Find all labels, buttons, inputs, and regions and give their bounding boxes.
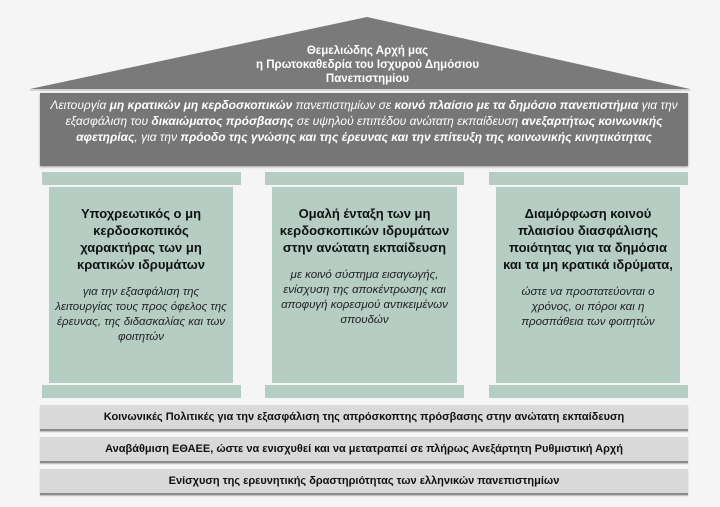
- principle-band: [40, 93, 688, 166]
- pillar-shaft: [49, 187, 233, 383]
- band-segment-bold: κοινό πλαίσιο με τα δημόσιο πανεπιστήμια: [394, 98, 639, 112]
- band-segment: , για την: [134, 130, 181, 144]
- band-segment-bold: δικαιώματος πρόσβασης: [151, 114, 294, 128]
- pillar-base: [42, 385, 241, 398]
- pillar-detail: ώστε να προστατεύονται ο χρόνος, οι πόροι και η προσπάθεια των φοιτητών: [521, 286, 655, 328]
- foundation-bar: Αναβάθμιση ΕΘΑΕΕ, ώστε να ενισχυθεί και να μετατραπεί σε πλήρως Ανεξάρτητη Ρυθμιστική Αρχή: [40, 437, 688, 463]
- pillar-shaft: [272, 187, 457, 383]
- roof-title: [170, 44, 565, 86]
- band-segment: Λειτουργία: [50, 98, 110, 112]
- pillar-capital: [265, 172, 464, 185]
- band-segment-bold: πρόοδο της γνώσης και της έρευνας και την επίτευξη της κοινωνικής κινητικότητας: [180, 130, 652, 144]
- band-segment-bold: ανεξαρτήτως κοινωνικής αφετηρίας: [76, 114, 663, 144]
- band-segment: πανεπιστημίων σε: [292, 98, 395, 112]
- foundation-bar: Ενίσχυση της ερευνητικής δραστηριότητας των ελληνικών πανεπιστημίων: [40, 469, 688, 495]
- band-segment: για την εξασφάλιση του: [65, 98, 678, 128]
- pillar-heading: Ομαλή ένταξη των μη κερδοσκοπικών ιδρυμάτων στην ανώτατη εκπαίδευση: [279, 206, 450, 255]
- roof-line: Θεμελιώδης Αρχή μας: [306, 45, 429, 57]
- roof-line: Πανεπιστημίου: [325, 73, 410, 85]
- pillar-shaft: [496, 187, 680, 383]
- foundation-bar: Κοινωνικές Πολιτικές για την εξασφάλιση της απρόσκοπτης πρόσβασης στην ανώτατη εκπαίδευση: [40, 405, 688, 431]
- pillar-base: [265, 385, 464, 398]
- roof-line: η Πρωτοκαθεδρία του Ισχυρού Δημόσιου: [255, 59, 480, 71]
- band-segment: σε υψηλού επιπέδου ανώτατη εκπαίδευση: [293, 114, 522, 128]
- pillar-capital: [42, 172, 241, 185]
- pillar-heading: Διαμόρφωση κοινού πλαισίου διασφάλισης ποιότητας για τα δημόσια και τα μη κρατικά ιδρύματα,: [503, 206, 673, 272]
- pillar-capital: [489, 172, 688, 185]
- pillar-detail: για την εξασφάλιση της λειτουργίας τους προς όφελος της έρευνας, της διδασκαλίας και των φοιτητών: [55, 286, 227, 343]
- band-segment-bold: μη κρατικών μη κερδοσκοπικών: [109, 98, 293, 112]
- pillar-heading: Υποχρεωτικός ο μη κερδοσκοπικός χαρακτήρας των μη κρατικών ιδρυμάτων: [76, 206, 206, 272]
- pillar-detail: με κοινό σύστημα εισαγωγής, ενίσχυση της αποκέντρωσης και αποφυγή κορεσμού αντικειμένων σπουδών: [281, 269, 448, 326]
- pillar-base: [489, 385, 688, 398]
